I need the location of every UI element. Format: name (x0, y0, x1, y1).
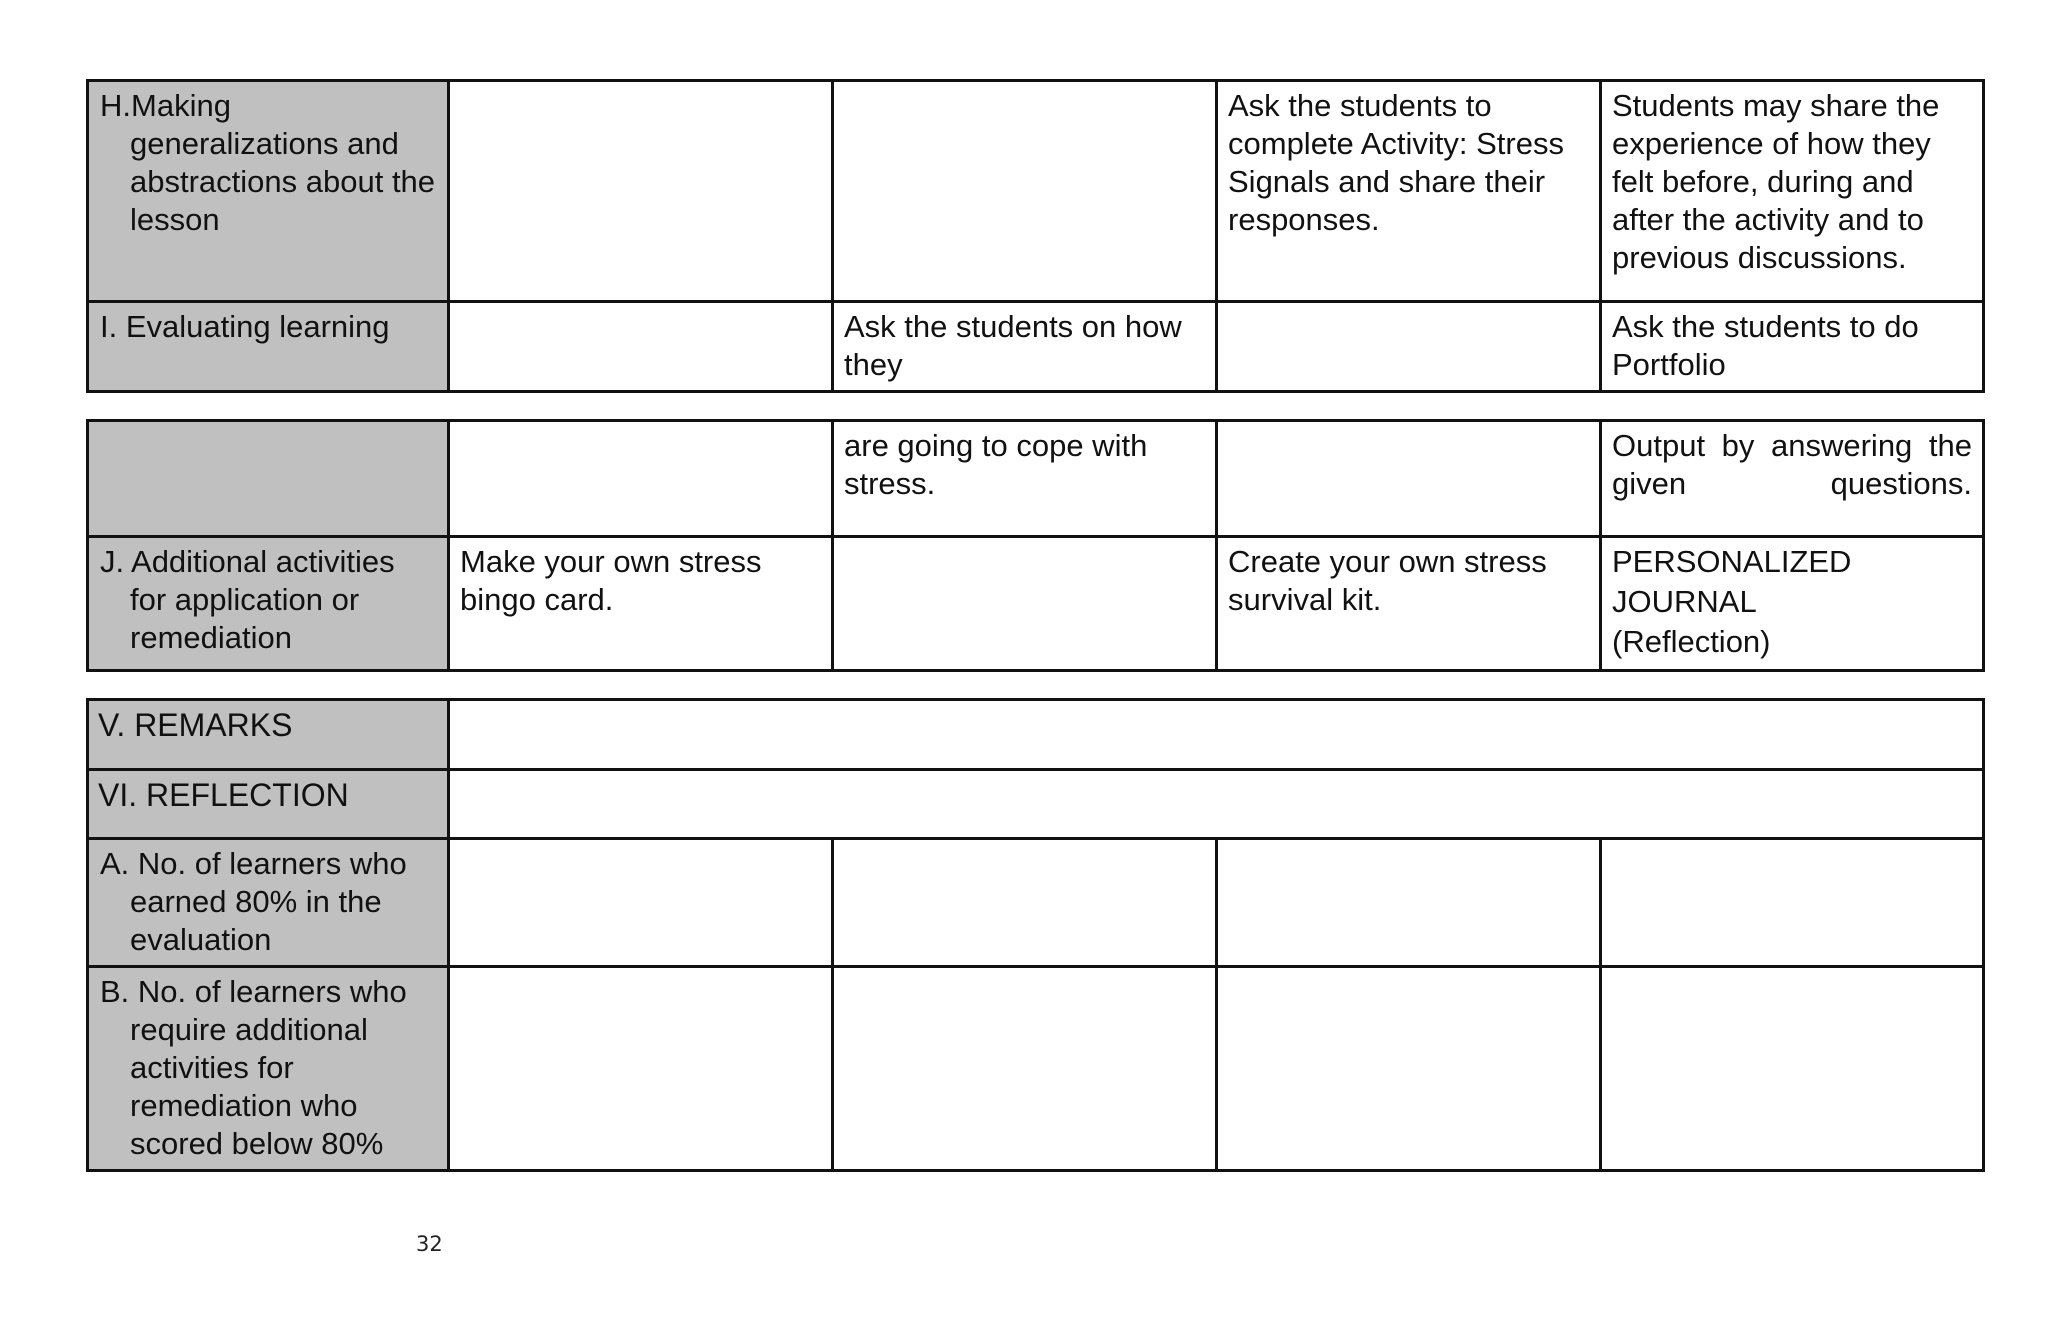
table-cell-cope-with-stress: are going to cope with stress. (833, 421, 1217, 537)
table-cell-output (1601, 421, 1984, 537)
table-row-j (88, 537, 1984, 671)
row-label-text: H.Making generalizations and abstractions about the lesson (100, 88, 436, 237)
lesson-plan-table-continuation-j (86, 419, 1985, 672)
table-cell-stress-signals: Ask the students to complete Activity: Stress Signals and share their responses. (1217, 81, 1601, 302)
table-row-i (88, 302, 1984, 392)
row-label-making-generalizations (88, 81, 449, 302)
table-cell (833, 967, 1217, 1171)
reflection-cell (449, 770, 1984, 839)
table-row-reflection (88, 770, 1984, 839)
row-label-remarks: V. REMARKS (88, 700, 449, 770)
table-cell (449, 421, 833, 537)
remarks-cell (449, 700, 1984, 770)
row-label-text: I. Evaluating learning (100, 309, 390, 344)
table-cell-share-experience: Students may share the experience of how they felt before, during and after the activity and to previous discussions. (1601, 81, 1984, 302)
table-cell (449, 302, 833, 392)
table-cell (833, 839, 1217, 967)
table-cell-bingo-card: Make your own stress bingo card. (449, 537, 833, 671)
table-row-b (88, 967, 1984, 1171)
table-cell (1217, 839, 1601, 967)
table-cell (1601, 967, 1984, 1171)
row-label-learners-require-remediation (88, 967, 449, 1171)
table-cell (449, 81, 833, 302)
lesson-plan-table-h-i (86, 79, 1985, 393)
table-row-h (88, 81, 1984, 302)
journal-line: JOURNAL (1612, 584, 1757, 619)
page-number: 32 (416, 1232, 443, 1256)
table-cell-portfolio: Ask the students to do Portfolio (1601, 302, 1984, 392)
table-cell-cope-question: Ask the students on how they (833, 302, 1217, 392)
table-cell-personalized-journal (1601, 537, 1984, 671)
output-text: Output by answering the given questions. (1612, 428, 1972, 501)
row-label-text: A. No. of learners who earned 80% in the evaluation (100, 846, 407, 957)
remarks-reflection-table (86, 698, 1985, 1172)
table-row-a (88, 839, 1984, 967)
row-label-text: J. Additional activities for application or remediation (100, 544, 395, 655)
table-cell-survival-kit: Create your own stress survival kit. (1217, 537, 1601, 671)
table-cell (449, 839, 833, 967)
table-cell (1217, 302, 1601, 392)
table-cell (449, 967, 833, 1171)
table-row-continuation (88, 421, 1984, 537)
journal-line: PERSONALIZED (1612, 544, 1852, 579)
row-label-learners-earned-80 (88, 839, 449, 967)
row-label-text: B. No. of learners who require additional activities for remediation who scored below 80% (100, 974, 407, 1161)
table-cell (1601, 839, 1984, 967)
row-label-empty (88, 421, 449, 537)
row-label-reflection: VI. REFLECTION (88, 770, 449, 839)
table-cell (833, 81, 1217, 302)
table-row-remarks (88, 700, 1984, 770)
table-cell (1217, 967, 1601, 1171)
journal-line: (Reflection) (1612, 624, 1771, 659)
table-cell (833, 537, 1217, 671)
table-cell (1217, 421, 1601, 537)
row-label-evaluating-learning (88, 302, 449, 392)
row-label-additional-activities (88, 537, 449, 671)
